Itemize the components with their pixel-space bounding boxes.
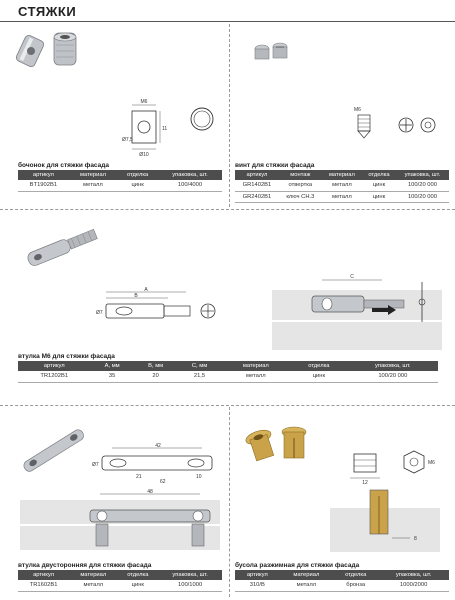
bushing-table [235,570,449,592]
bushing-title: бусола разжимная для стяжки фасада [235,562,360,569]
cell-finish: бронза [333,580,378,591]
col-mount: монтаж [279,170,322,180]
col-material: материал [280,570,334,580]
cell-article: GR2402B1 [235,191,279,202]
panel-sleeve-double [0,406,229,600]
cell-article: TR1202B1 [18,371,90,382]
dim-total: 62 [160,479,166,485]
dim-diameter: Ø7 [96,310,103,316]
table-header-row [235,170,449,180]
cell-article: TR1602B1 [18,580,69,591]
dim-length: Ø10 [139,152,149,158]
table-header-row [18,170,222,180]
col-pack: упаковка, шт. [158,570,222,580]
col-material: материал [322,170,362,180]
col-article: артикул [235,170,279,180]
col-finish: отделка [333,570,378,580]
col-pack: упаковка, шт. [378,570,449,580]
dim-diameter: Ø7,5 [122,137,133,143]
col-article: артикул [18,570,69,580]
col-material: материал [69,170,117,180]
dim-depth: 8 [414,536,417,542]
col-finish: отделка [117,170,158,180]
cell-material: металл [222,371,290,382]
col-pack: упаковка, шт. [396,170,449,180]
sleeve-m6-title: втулка М6 для стяжки фасада [18,353,115,360]
col-pack: упаковка, шт. [348,361,438,371]
panel-barrel-nut [0,23,229,209]
sleeve-m6-assembly [272,272,442,350]
cell-finish: цинк [362,191,396,202]
table-row [18,371,438,382]
dim-width: 12 [362,480,368,486]
cell-pack: 100/20 000 [396,191,449,202]
page-title: СТЯЖКИ [18,4,77,19]
cell-b: 20 [134,371,178,382]
dim-c: C [350,274,354,280]
panel-bushing [230,406,455,600]
barrel-nut-title: бочонок для стяжки фасада [18,162,109,169]
barrel-nut-table [18,170,222,192]
col-finish: отделка [362,170,396,180]
col-pack: упаковка, шт. [158,170,222,180]
col-material: материал [69,570,117,580]
col-article: артикул [235,570,280,580]
bushing-drawing [342,446,442,486]
page-header [0,0,455,22]
sleeve-m6-photo [18,222,108,272]
barrel-nut-photo-left [15,34,45,68]
table-header-row [18,361,438,371]
barrel-nut-drawing [122,99,222,159]
col-finish: отделка [117,570,158,580]
cell-pack: 100/1000 [158,580,222,591]
cell-finish: цинк [362,180,396,191]
sleeve-double-table [18,570,222,592]
screw-drawing [348,105,448,145]
sleeve-double-title: втулка двусторонняя для стяжки фасада [18,562,152,569]
cell-article: BT1902B1 [18,180,69,191]
barrel-nut-photo [16,29,86,79]
bushing-photo [244,424,314,470]
dim-b: B [134,293,138,299]
col-article: артикул [18,361,90,371]
cell-article: GR1402B1 [235,180,279,191]
dim-side: 11 [162,126,168,132]
sleeve-m6-table [18,361,438,383]
table-row [235,191,449,202]
cell-finish: цинк [117,180,158,191]
panel-sleeve-m6 [0,210,455,405]
cell-material: металл [69,180,117,191]
table-row [18,580,222,591]
cell-material: металл [322,180,362,191]
table-header-row [235,570,449,580]
screw-photo [252,41,292,63]
col-finish: отделка [290,361,348,371]
sleeve-double-drawing [92,444,222,484]
cell-pack: 100/4000 [158,180,222,191]
cell-pack: 100/20 000 [348,371,438,382]
cell-mount: ключ CH.3 [279,191,322,202]
bushing-assembly [330,490,440,552]
dim-a: A [144,287,148,293]
col-material: материал [222,361,290,371]
dim-offset: 10 [196,474,202,480]
dim-diameter: Ø7 [92,462,99,468]
col-b: B, мм [134,361,178,371]
sleeve-m6-drawing [96,288,226,338]
cell-material: металл [69,580,117,591]
dim-cut: 48 [147,489,153,495]
dim-length: 42 [155,443,161,449]
table-header-row [18,570,222,580]
table-row [235,580,449,591]
cell-pack: 1000/2000 [378,580,449,591]
col-a: A, мм [90,361,134,371]
cell-pack: 100/20 000 [396,180,449,191]
cell-finish: цинк [290,371,348,382]
dim-thread: M6 [428,460,435,466]
dim-thread: M6 [140,99,148,105]
barrel-nut-photo-right [54,33,76,65]
panel-screw [230,23,455,209]
table-row [235,180,449,191]
dim-half: 21 [136,474,142,480]
cell-material: металл [280,580,334,591]
cell-a: 35 [90,371,134,382]
cell-finish: цинк [117,580,158,591]
screw-title: винт для стяжки фасада [235,162,315,169]
cell-mount: отвертка [279,180,322,191]
sleeve-double-photo [18,428,90,474]
table-row [18,180,222,191]
cell-c: 21,5 [177,371,221,382]
cell-material: металл [322,191,362,202]
sleeve-double-assembly [20,490,220,552]
col-article: артикул [18,170,69,180]
dim-thread: M6 [354,107,361,113]
col-c: C, мм [177,361,221,371]
screw-table [235,170,449,203]
cell-article: 310/B [235,580,280,591]
